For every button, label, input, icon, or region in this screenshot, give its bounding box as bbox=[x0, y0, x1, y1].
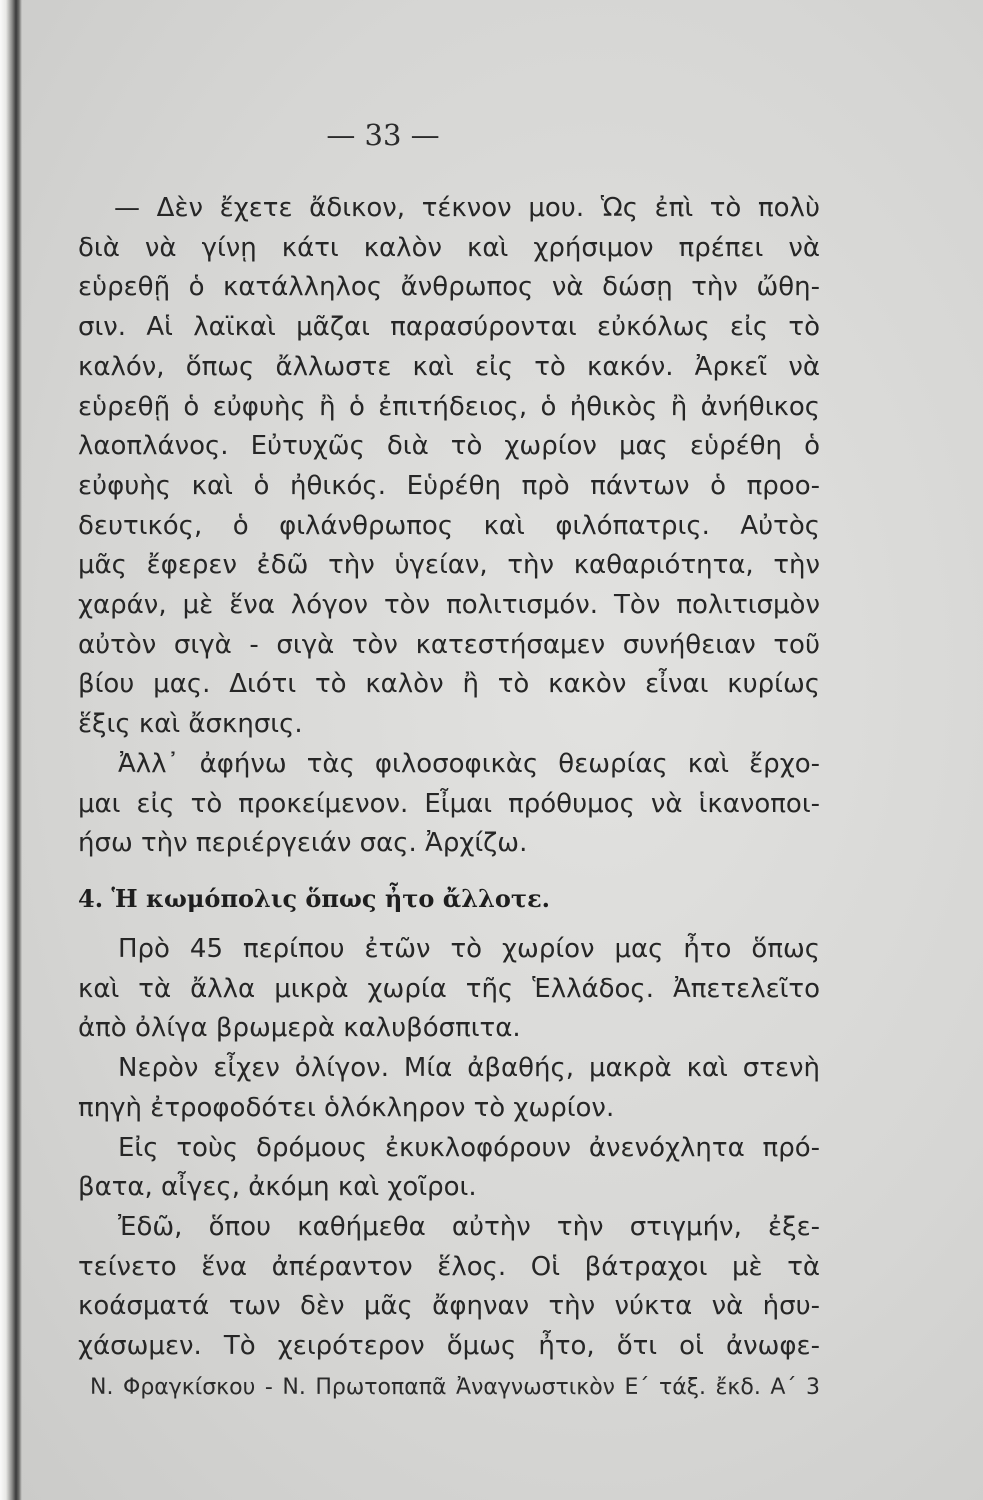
text-line: χαράν, μὲ ἕνα λόγον τὸν πολιτισμόν. Τὸν πολιτισμὸν bbox=[78, 590, 820, 620]
text-line: ήσω τὴν περιέργειάν σας. Ἀρχίζω. bbox=[78, 828, 528, 859]
text-line: κοάσματά των δὲν μᾶς ἄφηναν τὴν νύκτα νὰ ἡσυ- bbox=[78, 1291, 820, 1322]
text-line: Νερὸν εἶχεν ὀλίγον. Μία ἀβαθής, μακρὰ καὶ στενὴ bbox=[118, 1053, 820, 1084]
text-line: καλόν, ὅπως ἄλλωστε καὶ εἰς τὸ κακόν. Ἀρκεῖ νὰ bbox=[78, 351, 820, 382]
text-line: βίου μας. Διότι τὸ καλὸν ἢ τὸ κακὸν εἶναι κυρίως bbox=[78, 669, 820, 700]
text-line: σιν. Αἱ λαϊκαὶ μᾶζαι παρασύρονται εὐκόλως εἰς τὸ bbox=[78, 312, 820, 343]
page-number: — 33 — bbox=[326, 118, 440, 152]
text-line: μαι εἰς τὸ προκείμενον. Εἶμαι πρόθυμος νὰ ἱκανοποι- bbox=[78, 788, 820, 819]
text-line: εὐφυὴς καὶ ὁ ἠθικός. Εὑρέθη πρὸ πάντων ὁ προο- bbox=[78, 470, 820, 501]
text-line: Ἐδῶ, ὅπου καθήμεθα αὐτὴν τὴν στιγμήν, ἐξε- bbox=[118, 1211, 820, 1242]
text-line: διὰ νὰ γίνῃ κάτι καλὸν καὶ χρήσιμον πρέπει νὰ bbox=[78, 232, 820, 263]
text-line: καὶ τὰ ἄλλα μικρὰ χωρία τῆς Ἑλλάδος. Ἀπετελεῖτο bbox=[78, 973, 820, 1004]
text-line: Εἰς τοὺς δρόμους ἐκυκλοφόρουν ἀνενόχλητα πρό- bbox=[118, 1132, 820, 1163]
text-line: ἀπὸ ὀλίγα βρωμερὰ καλυβόσπιτα. bbox=[78, 1013, 521, 1044]
text-line: πηγὴ ἐτροφοδότει ὁλόκληρον τὸ χωρίον. bbox=[78, 1092, 615, 1123]
text-line: δευτικός, ὁ φιλάνθρωπος καὶ φιλόπατρις. Αὐτὸς bbox=[78, 510, 820, 541]
text-line: αὐτὸν σιγὰ - σιγὰ τὸν κατεστήσαμεν συνήθειαν τοῦ bbox=[78, 629, 820, 660]
text-line: εὑρεθῇ ὁ εὐφυὴς ἢ ὁ ἐπιτήδειος, ὁ ἠθικὸς ἢ ἀνήθικος bbox=[78, 391, 820, 422]
text-line: ἕξις καὶ ἄσκησις. bbox=[78, 709, 303, 740]
scan-binding-edge bbox=[0, 0, 22, 1500]
text-line: Ἀλλ᾽ ἀφήνω τὰς φιλοσοφικὰς θεωρίας καὶ ἔρχο- bbox=[118, 748, 820, 779]
text-line: τείνετο ἕνα ἀπέραντον ἕλος. Οἱ βάτραχοι μὲ τὰ bbox=[78, 1251, 820, 1282]
text-line: εὑρεθῇ ὁ κατάλληλος ἄνθρωπος νὰ δώσῃ τὴν ὤθη- bbox=[78, 272, 820, 303]
text-line: χάσωμεν. Τὸ χειρότερον ὅμως ἦτο, ὅτι οἱ ἀνωφε- bbox=[78, 1331, 820, 1361]
text-line: μᾶς ἔφερεν ἐδῶ τὴν ὑγείαν, τὴν καθαριότητα, τὴν bbox=[78, 550, 820, 581]
text-line: λαοπλάνος. Εὐτυχῶς διὰ τὸ χωρίον μας εὑρέθη ὁ bbox=[78, 431, 820, 462]
text-line: βατα, αἶγες, ἀκόμη καὶ χοῖροι. bbox=[78, 1172, 477, 1203]
text-line: Πρὸ 45 περίπου ἐτῶν τὸ χωρίον μας ἦτο ὅπως bbox=[118, 934, 820, 964]
text-line: — Δὲν ἔχετε ἄδικον, τέκνον μου. Ὡς ἐπὶ τὸ πολὺ bbox=[114, 193, 820, 223]
section-heading: 4. Ἡ κωμόπολις ὅπως ἦτο ἄλλοτε. bbox=[78, 884, 551, 913]
page-footer: Ν. Φραγκίσκου - Ν. Πρωτοπαπᾶ Ἀναγνωστικὸν Ε΄ τάξ. ἔκδ. Α΄ 3 bbox=[90, 1375, 820, 1400]
